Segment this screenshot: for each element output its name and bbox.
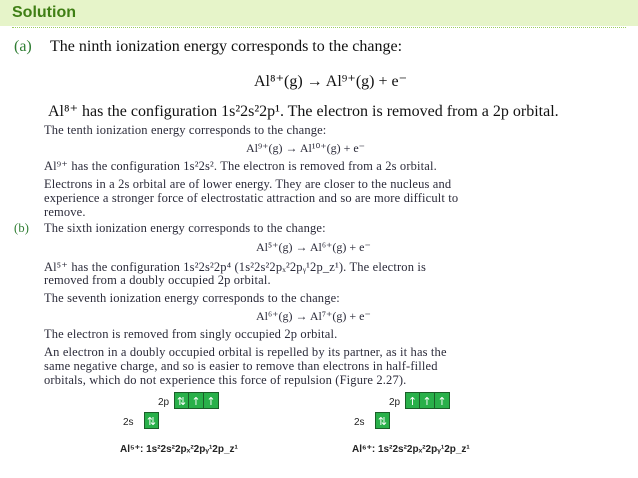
left-2p-label: 2p	[158, 397, 170, 408]
seventh-equation: Al⁶⁺(g) → Al⁷⁺(g) + e⁻	[256, 309, 371, 323]
seventh-intro: The seventh ionization energy corresponds to the change:	[44, 291, 340, 305]
right-2p-orbital-y: ↑	[420, 392, 435, 409]
right-2s-orbitals	[375, 412, 390, 429]
left-2s-orbital: ⇅	[144, 412, 159, 429]
a-explanation-line-2: experience a stronger force of electrostatic attraction and so are more difficult to	[44, 191, 459, 205]
part-a-label: (a)	[14, 38, 32, 55]
left-2p-orbital-y: ↑	[189, 392, 204, 409]
part-b-config-line-2: removed from a doubly occupied 2p orbital.	[44, 273, 271, 287]
part-b-equation: Al⁵⁺(g) → Al⁶⁺(g) + e⁻	[256, 240, 371, 254]
a-explanation-line-1: Electrons in a 2s orbital are of lower energy. They are closer to the nucleus and	[44, 177, 452, 191]
right-2s-label: 2s	[354, 417, 365, 428]
right-2p-orbital-z: ↑	[435, 392, 450, 409]
part-a-equation: Al⁸⁺(g) → Al⁹⁺(g) + e⁻	[254, 73, 408, 90]
part-a-intro: The ninth ionization energy corresponds to the change:	[50, 38, 403, 55]
part-b-intro: The sixth ionization energy corresponds to the change:	[44, 221, 326, 235]
b-explanation-line-1: An electron in a doubly occupied orbital is repelled by its partner, as it has the	[44, 345, 447, 359]
left-2p-orbital-x: ⇅	[174, 392, 189, 409]
tenth-intro: The tenth ionization energy corresponds to the change:	[44, 123, 327, 137]
solution-title: Solution	[12, 4, 76, 21]
tenth-equation: Al⁹⁺(g) → Al¹⁰⁺(g) + e⁻	[246, 141, 366, 155]
right-2p-orbital-x: ↑	[405, 392, 420, 409]
header-divider	[12, 27, 626, 28]
left-2s-label: 2s	[123, 417, 134, 428]
left-2s-orbitals	[144, 412, 159, 429]
left-2p-orbital-z: ↑	[204, 392, 219, 409]
header-bar	[0, 0, 638, 26]
b-explanation-line-3: orbitals, which do not experience this force of repulsion (Figure 2.27).	[44, 373, 407, 387]
tenth-config: Al⁹⁺ has the configuration 1s²2s². The electron is removed from a 2s orbital.	[44, 159, 437, 173]
a-explanation-line-3: remove.	[44, 205, 86, 219]
b-explanation-line-2: same negative charge, and so is easier to remove than electrons in half-filled	[44, 359, 438, 373]
right-2s-orbital: ⇅	[375, 412, 390, 429]
seventh-config: The electron is removed from singly occupied 2p orbital.	[44, 327, 338, 341]
part-b-label: (b)	[14, 221, 30, 235]
right-2p-orbitals	[405, 392, 450, 409]
right-configuration: Al⁶⁺: 1s²2s²2pₓ²2pᵧ¹2p_z¹	[352, 444, 470, 455]
right-2p-label: 2p	[389, 397, 401, 408]
left-configuration: Al⁵⁺: 1s²2s²2pₓ²2pᵧ¹2p_z¹	[120, 444, 238, 455]
part-a-config: Al⁸⁺ has the configuration 1s²2s²2p¹. The electron is removed from a 2p orbital.	[48, 103, 559, 120]
left-2p-orbitals	[174, 392, 219, 409]
part-b-config-line-1: Al⁵⁺ has the configuration 1s²2s²2p⁴ (1s²2s²2pₓ²2pᵧ¹2p_z¹). The electron is	[44, 260, 427, 274]
